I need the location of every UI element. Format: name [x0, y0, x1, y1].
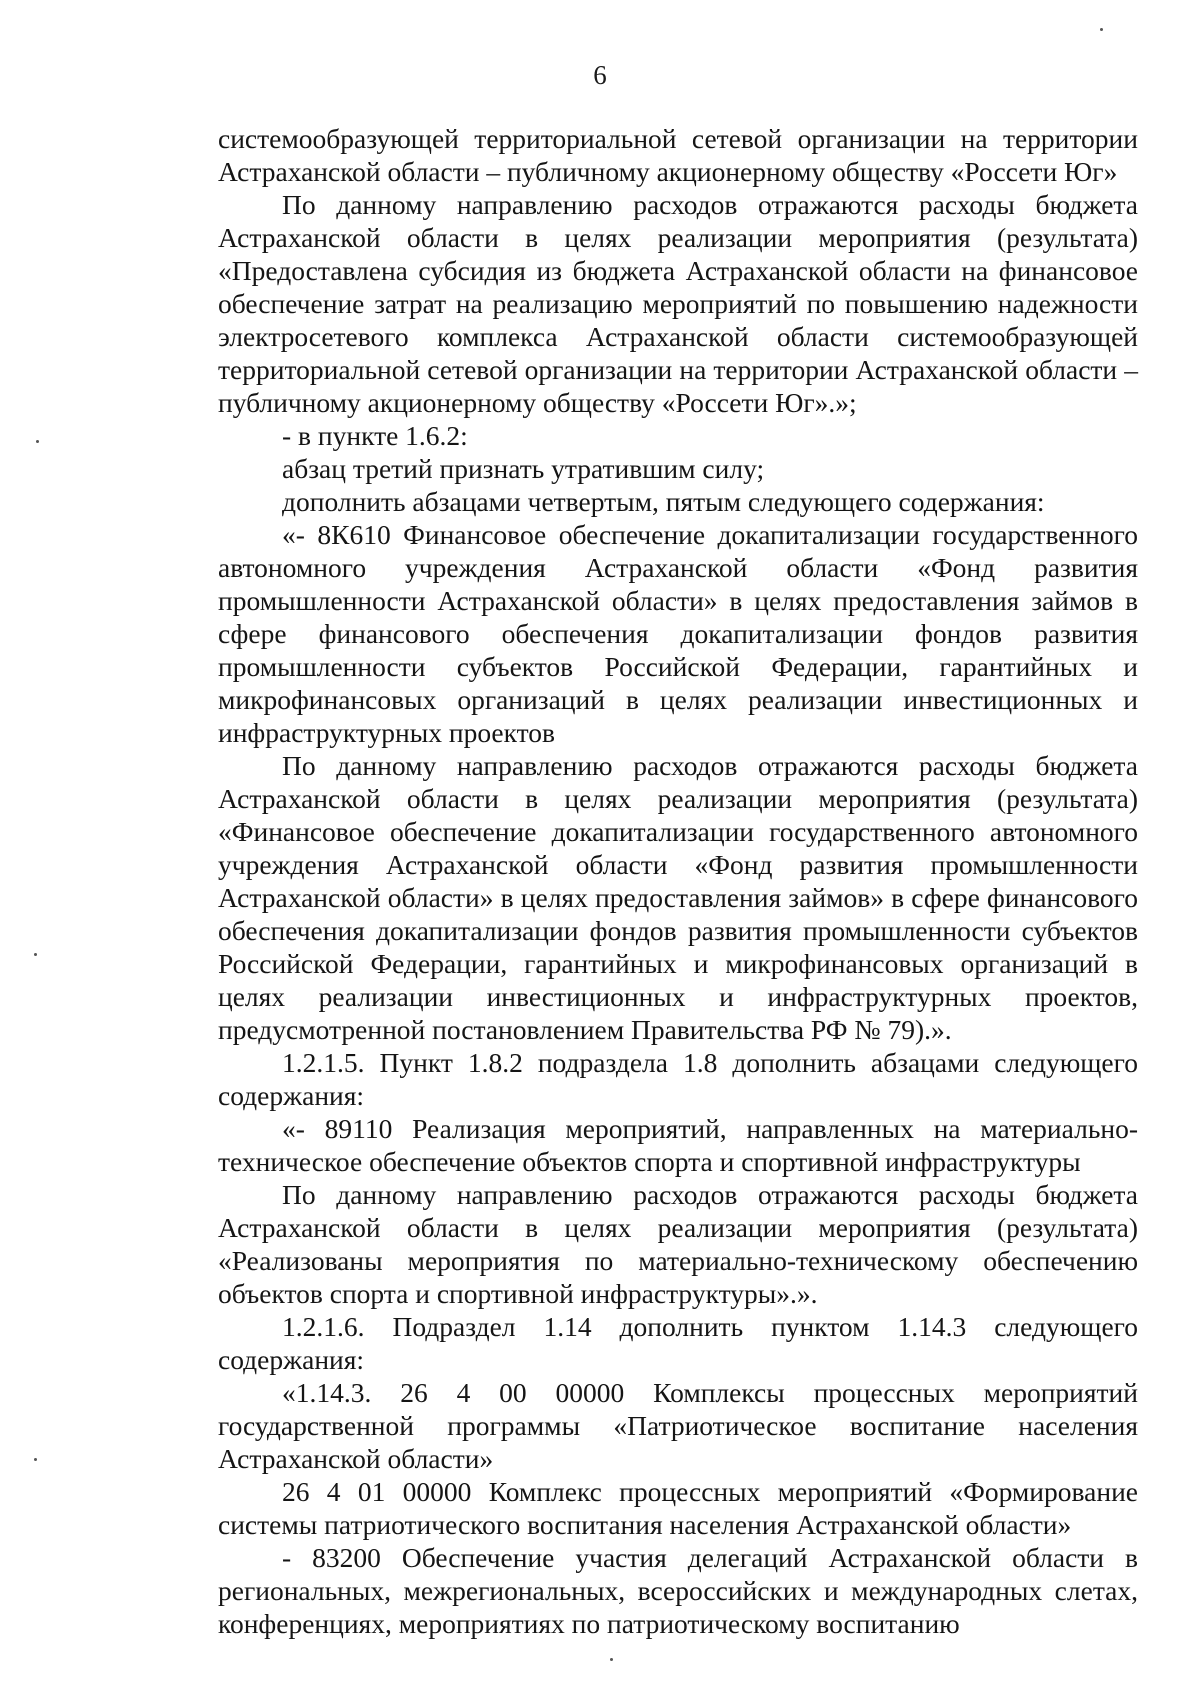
paragraph-13: 26 4 01 00000 Комплекс процессных мероприятий «Формирование системы патриотического воспитания населения Астраханской области»	[218, 1476, 1138, 1540]
paragraph-14: - 83200 Обеспечение участия делегаций Астраханской области в региональных, межрегиональных, всероссийских и международных слетах, конференциях, мероприятиях по патриотическому воспитанию	[218, 1542, 1138, 1639]
paragraph-9: «- 89110 Реализация мероприятий, направленных на материально-техническое обеспечение объектов спорта и спортивной инфраструктуры	[218, 1113, 1138, 1177]
paragraph-1: системообразующей территориальной сетевой организации на территории Астраханской области – публичному акционерному обществу «Россети Юг»	[218, 123, 1138, 187]
scan-speck	[34, 1458, 37, 1461]
paragraph-11: 1.2.1.6. Подраздел 1.14 дополнить пунктом 1.14.3 следующего содержания:	[218, 1311, 1138, 1375]
paragraph-2: По данному направлению расходов отражаются расходы бюджета Астраханской области в целях реализации мероприятия (результата) «Предоставлена субсидия из бюджета Астраханской области на финансовое обеспечение затрат на реализацию мероприятий по повышению надежности электросетевого комплекса Астраханской области системообразующей территориальной сетевой организации на территории Астраханской области – публичному акционерному обществу «Россети Юг».»;	[218, 189, 1138, 418]
page-number: 6	[593, 60, 607, 90]
paragraph-5: дополнить абзацами четвертым, пятым следующего содержания:	[282, 486, 1045, 517]
paragraph-7: По данному направлению расходов отражаются расходы бюджета Астраханской области в целях реализации мероприятия (результата) «Финансовое обеспечение докапитализации государственного автономного учреждения Астраханской области «Фонд развития промышленности Астраханской области» в целях предоставления займов» в сфере финансового обеспечения докапитализации фондов развития промышленности субъектов Российской Федерации, гарантийных и микрофинансовых организаций в целях реализации инвестиционных и инфраструктурных проектов, предусмотренной постановлением Правительства РФ № 79).».	[218, 750, 1138, 1045]
paragraph-6: «- 8К610 Финансовое обеспечение докапитализации государственного автономного учреждения Астраханской области «Фонд развития промышленности Астраханской области» в целях предоставления займов в сфере финансового обеспечения докапитализации фондов развития промышленности субъектов Российской Федерации, гарантийных и микрофинансовых организаций в целях реализации инвестиционных и инфраструктурных проектов	[218, 519, 1138, 748]
paragraph-4: абзац третий признать утратившим силу;	[282, 453, 765, 484]
scan-speck	[36, 440, 39, 443]
paragraph-10: По данному направлению расходов отражаются расходы бюджета Астраханской области в целях реализации мероприятия (результата) «Реализованы мероприятия по материально-техническому обеспечению объектов спорта и спортивной инфраструктуры».».	[218, 1179, 1138, 1309]
scan-speck	[34, 953, 37, 956]
scan-speck	[610, 1658, 613, 1661]
paragraph-12: «1.14.3. 26 4 00 00000 Комплексы процессных мероприятий государственной программы «Патриотическое воспитание населения Астраханской области»	[218, 1377, 1138, 1474]
scan-speck	[1100, 28, 1103, 31]
paragraph-8: 1.2.1.5. Пункт 1.8.2 подраздела 1.8 дополнить абзацами следующего содержания:	[218, 1047, 1138, 1111]
document-body	[218, 122, 1138, 1640]
paragraph-3: - в пункте 1.6.2:	[282, 420, 468, 451]
